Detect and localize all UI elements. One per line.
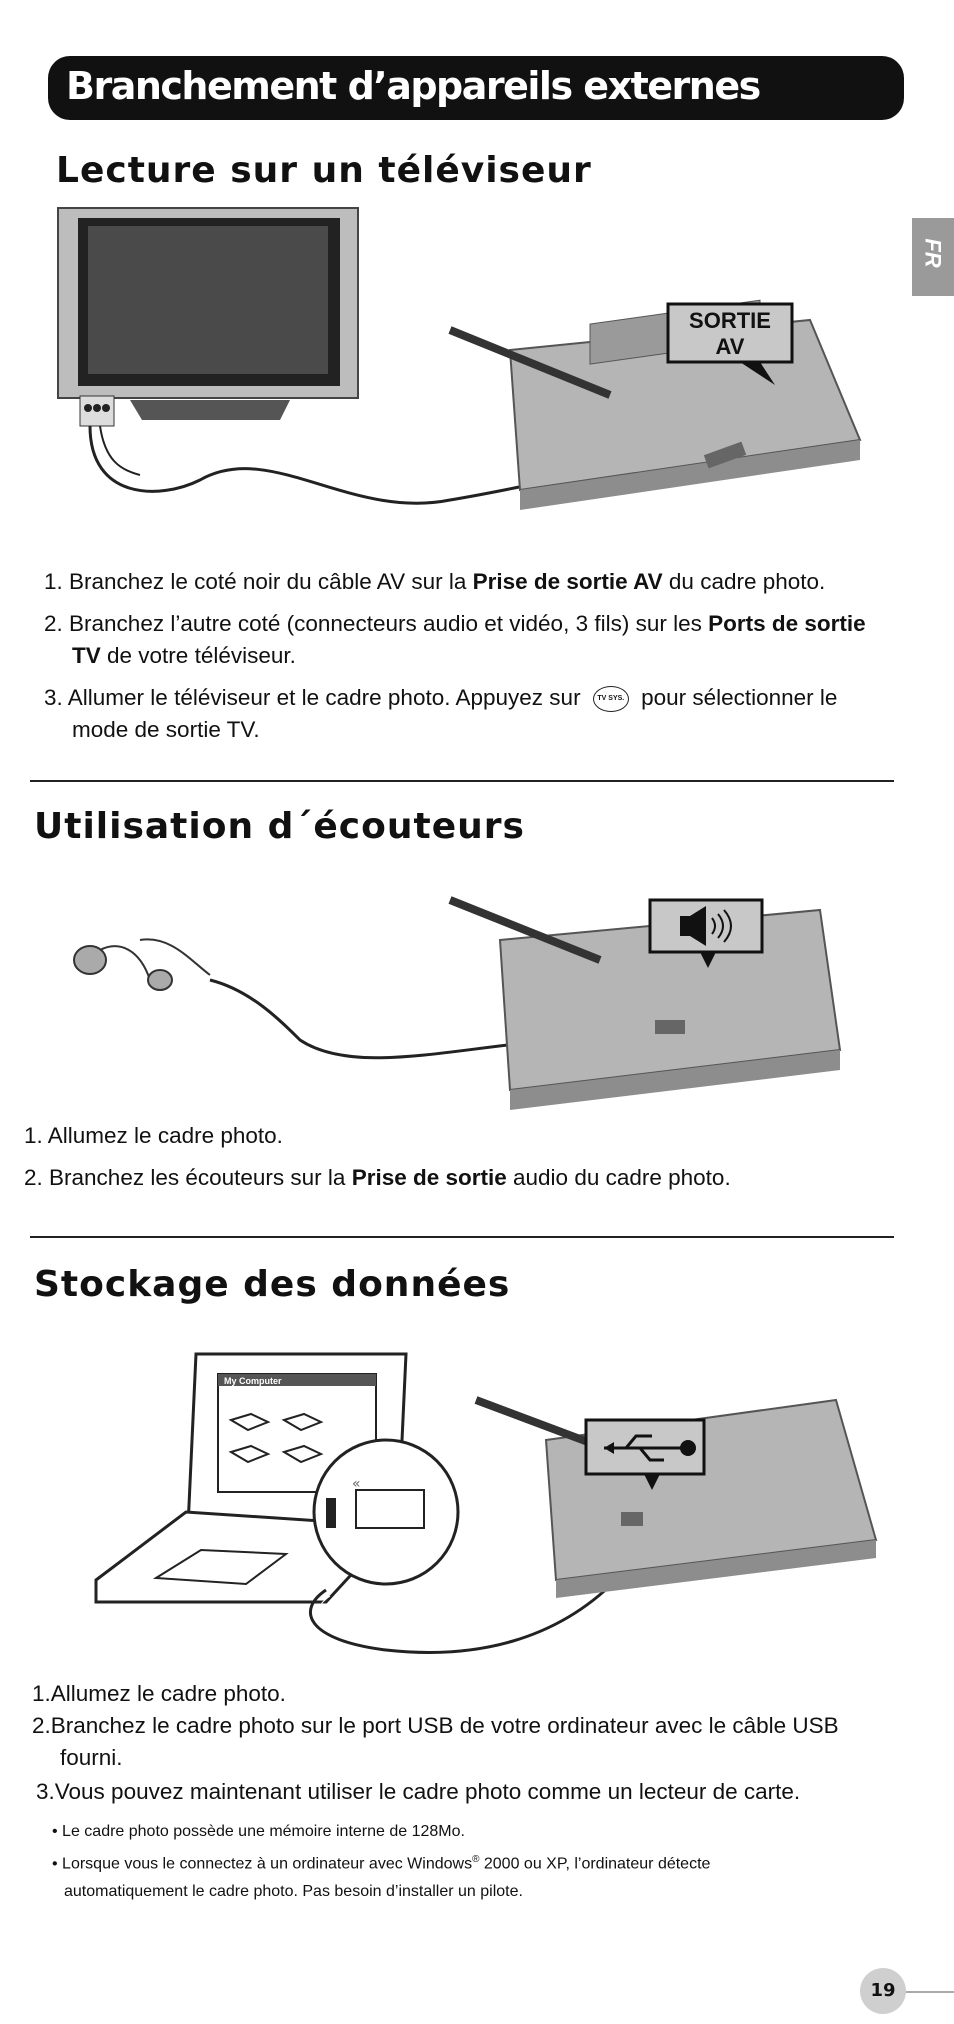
list-item: 3. Allumer le téléviseur et le cadre photo. Appuyez sur TV SYS. pour sélectionner le <box>44 682 837 714</box>
note-item: • Lorsque vous le connectez à un ordinateur avec Windows® 2000 ou XP, l’ordinateur détecte <box>52 1854 711 1873</box>
page-title: Branchement d’appareils externes <box>66 64 760 108</box>
tv-icon <box>58 208 358 426</box>
headphones-illustration <box>60 880 860 1110</box>
callout-line2: AV <box>715 334 745 359</box>
list-item: 1.Allumez le cadre photo. <box>32 1681 286 1706</box>
list-item: 2. Branchez l’autre coté (connecteurs audio et vidéo, 3 fils) sur les Ports de sortie <box>44 611 866 636</box>
divider <box>30 780 894 782</box>
photo-frame-icon <box>450 900 840 1110</box>
page-number: 19 <box>860 1968 906 2014</box>
svg-text:«: « <box>352 1476 361 1492</box>
section-heading-storage: Stockage des données <box>34 1264 511 1305</box>
list-item: 2. Branchez les écouteurs sur la Prise de sortie audio du cadre photo. <box>24 1165 731 1190</box>
earphones-icon <box>74 939 210 990</box>
list-item: 2.Branchez le cadre photo sur le port USB de votre ordinateur avec le câble USB <box>32 1713 839 1738</box>
photo-frame-icon <box>450 300 860 510</box>
note-item: • Le cadre photo possède une mémoire interne de 128Mo. <box>52 1823 465 1840</box>
notes-list <box>52 1818 892 1906</box>
tv-connection-illustration <box>50 200 870 540</box>
callout-line1: SORTIE <box>689 308 771 333</box>
divider <box>30 1236 894 1238</box>
list-item-cont: mode de sortie TV. <box>72 717 260 742</box>
note-item-cont: automatiquement le cadre photo. Pas besoin d’installer un pilote. <box>64 1883 523 1901</box>
title-banner <box>48 56 904 120</box>
section-heading-tv: Lecture sur un téléviseur <box>56 150 592 191</box>
list-item: 1. Branchez le coté noir du câble AV sur la Prise de sortie AV du cadre photo. <box>44 569 826 594</box>
tv-sys-button-icon: TV SYS. <box>593 686 629 712</box>
section-heading-headphones: Utilisation d´écouteurs <box>34 806 525 847</box>
list-item-cont: TV de votre téléviseur. <box>72 643 296 668</box>
list-item: 1. Allumez le cadre photo. <box>24 1123 283 1148</box>
list-item: 3.Vous pouvez maintenant utiliser le cadre photo comme un lecteur de carte. <box>36 1779 801 1804</box>
language-tab <box>912 218 954 296</box>
language-label: FR <box>920 238 946 268</box>
list-item-cont: fourni. <box>60 1745 123 1770</box>
screen-title: My Computer <box>224 1376 282 1386</box>
usb-storage-illustration <box>56 1340 896 1670</box>
usb-zoom-icon <box>314 1440 458 1584</box>
